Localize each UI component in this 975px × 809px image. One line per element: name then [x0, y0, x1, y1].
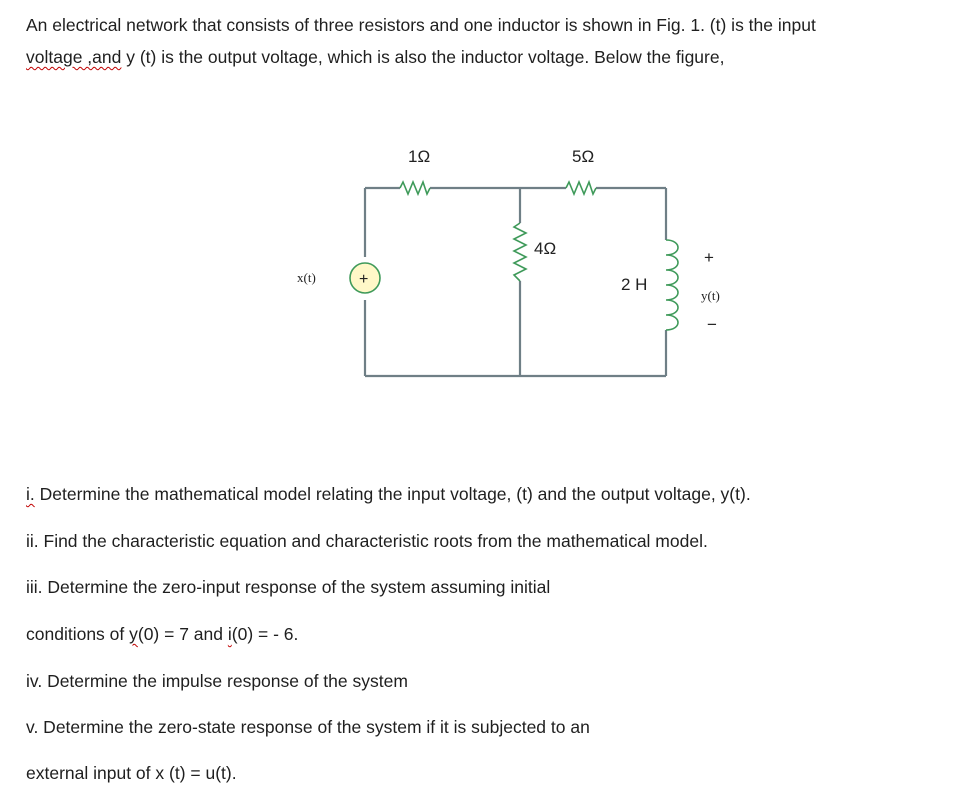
resistor-5ohm — [566, 182, 596, 194]
question-5: v. Determine the zero-state response of the system if it is subjected to an — [26, 717, 590, 737]
source-plus-sign: + — [359, 271, 369, 288]
question-1-number: i. — [26, 484, 35, 504]
q3b-a: conditions of — [26, 624, 130, 644]
output-plus: + — [704, 248, 714, 267]
q3b-b: (0) = 7 and — [137, 624, 228, 644]
question-3: iii. Determine the zero-input response of the system assuming initial — [26, 577, 551, 597]
question-2: ii. Find the characteristic equation and characteristic roots from the mathematical model. — [26, 531, 708, 551]
q3b-c: (0) = - 6. — [231, 624, 299, 644]
intro-line-2-flagged: voltage ,and — [26, 47, 122, 67]
input-label: x(t) — [297, 270, 316, 285]
output-label: y(t) — [701, 288, 720, 303]
resistor-4ohm-label: 4Ω — [534, 239, 557, 258]
q3b-y: y — [129, 624, 138, 644]
resistor-4ohm — [514, 223, 526, 281]
resistor-1ohm — [400, 182, 430, 194]
output-minus: − — [707, 315, 717, 334]
inductor-label: 2 H — [621, 275, 648, 294]
question-3-continued — [26, 623, 298, 645]
resistor-1ohm-label: 1Ω — [408, 147, 431, 166]
intro-line-2-rest: y (t) is the output voltage, which is also the inductor voltage. Below the figure, — [121, 47, 725, 67]
intro-line-2 — [26, 46, 724, 68]
intro-line-1: An electrical network that consists of three resistors and one inductor is shown in Fig. 1. (t) is the input — [26, 15, 816, 35]
question-1 — [26, 483, 751, 505]
question-4: iv. Determine the impulse response of the system — [26, 671, 408, 691]
inductor-2h — [666, 240, 678, 330]
circuit-figure — [270, 120, 770, 420]
question-1-text: Determine the mathematical model relating the input voltage, (t) and the output voltage, y(t). — [34, 484, 751, 504]
question-5-continued: external input of x (t) = u(t). — [26, 763, 237, 783]
resistor-5ohm-label: 5Ω — [572, 147, 595, 166]
q3b-i: i — [227, 624, 232, 644]
